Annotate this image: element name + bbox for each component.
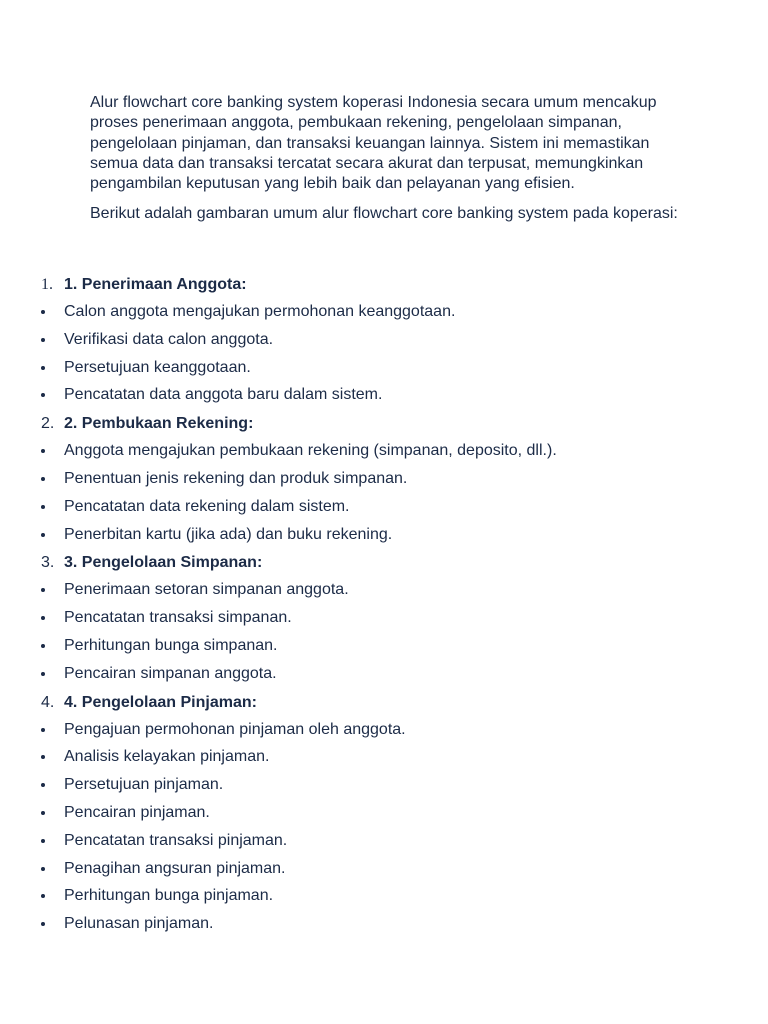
section-title: 4. Pengelolaan Pinjaman: <box>64 693 257 711</box>
section-number: 2. <box>41 415 55 433</box>
list-item-text: Perhitungan bunga pinjaman. <box>64 887 274 905</box>
list-item <box>0 493 768 521</box>
intro-lead-paragraph: Berikut adalah gambaran umum alur flowchart core banking system pada koperasi: <box>90 205 678 223</box>
list-item <box>0 521 768 549</box>
list-item-text: Pencairan simpanan anggota. <box>64 664 277 682</box>
bullet-icon <box>41 310 45 314</box>
list-item-text: Penerbitan kartu (jika ada) dan buku rekening. <box>64 525 393 543</box>
list-item-text: Pelunasan pinjaman. <box>64 915 214 933</box>
section <box>0 411 768 548</box>
bullet-icon <box>41 366 45 370</box>
section-number: 3. <box>41 554 55 572</box>
list-item <box>0 882 768 910</box>
list-item-text: Verifikasi data calon anggota. <box>64 330 274 348</box>
list-item <box>0 660 768 688</box>
section-heading <box>0 411 768 437</box>
bullet-icon <box>41 811 45 815</box>
list-item <box>0 771 768 799</box>
list-item-text: Analisis kelayakan pinjaman. <box>64 748 270 766</box>
list-item <box>0 910 768 938</box>
bullet-icon <box>41 672 45 676</box>
section-number: 1. <box>41 276 53 293</box>
list-item <box>0 632 768 660</box>
list-item-text: Calon anggota mengajukan permohonan keanggotaan. <box>64 303 456 320</box>
list-item <box>0 298 768 326</box>
list-item-text: Pencatatan transaksi simpanan. <box>64 609 292 627</box>
bullet-icon <box>41 755 45 759</box>
list-item-text: Penagihan angsuran pinjaman. <box>64 859 286 877</box>
list-item <box>0 576 768 604</box>
list-item <box>0 381 768 409</box>
section <box>0 272 768 409</box>
list-item-text: Penentuan jenis rekening dan produk simpanan. <box>64 469 408 487</box>
bullet-icon <box>41 728 45 732</box>
list-item <box>0 604 768 632</box>
list-item-text: Penerimaan setoran simpanan anggota. <box>64 581 349 599</box>
list-item-text: Pencatatan transaksi pinjaman. <box>64 831 288 849</box>
bullet-icon <box>41 588 45 592</box>
section <box>0 690 768 938</box>
bullet-icon <box>41 867 45 871</box>
bullet-icon <box>41 922 45 926</box>
bullet-icon <box>41 533 45 537</box>
list-item <box>0 326 768 354</box>
bullet-icon <box>41 616 45 620</box>
section-heading <box>0 272 768 298</box>
list-item <box>0 827 768 855</box>
intro-block <box>90 93 680 225</box>
section-heading <box>0 550 768 576</box>
bullet-icon <box>41 783 45 787</box>
list-item-text: Anggota mengajukan pembukaan rekening (simpanan, deposito, dll.). <box>64 442 557 460</box>
bullet-icon <box>41 449 45 453</box>
list-item <box>0 799 768 827</box>
intro-paragraph: Alur flowchart core banking system koperasi Indonesia secara umum mencakup proses penerimaan anggota, pembukaan rekening, pengelolaan simpanan, pengelolaan pinjaman, dan transaksi keuangan lainnya. Sistem ini memastikan semua data dan transaksi tercatat secara akurat dan terpusat, memungkinkan pengambilan keputusan yang lebih baik dan pelayanan yang efisien. <box>90 94 657 193</box>
list-item <box>0 855 768 883</box>
list-item-text: Pencatatan data rekening dalam sistem. <box>64 497 350 515</box>
section-number: 4. <box>41 693 55 711</box>
list-item <box>0 354 768 382</box>
section-list <box>0 272 768 940</box>
list-item-text: Persetujuan pinjaman. <box>64 776 224 794</box>
section-title: 1. Penerimaan Anggota: <box>64 276 247 293</box>
bullet-icon <box>41 505 45 509</box>
bullet-icon <box>41 477 45 481</box>
list-item <box>0 437 768 465</box>
bullet-icon <box>41 393 45 397</box>
bullet-icon <box>41 839 45 843</box>
list-item-text: Pencatatan data anggota baru dalam sistem. <box>64 386 383 404</box>
section-heading <box>0 690 768 716</box>
bullet-icon <box>41 894 45 898</box>
list-item-text: Pengajuan permohonan pinjaman oleh anggota. <box>64 720 406 738</box>
list-item <box>0 465 768 493</box>
list-item <box>0 743 768 771</box>
list-item <box>0 716 768 744</box>
list-item-text: Persetujuan keanggotaan. <box>64 358 251 376</box>
bullet-icon <box>41 338 45 342</box>
bullet-icon <box>41 644 45 648</box>
section-title: 3. Pengelolaan Simpanan: <box>64 554 263 572</box>
list-item-text: Pencairan pinjaman. <box>64 803 210 821</box>
section-title: 2. Pembukaan Rekening: <box>64 415 254 433</box>
list-item-text: Perhitungan bunga simpanan. <box>64 636 278 654</box>
section <box>0 550 768 687</box>
